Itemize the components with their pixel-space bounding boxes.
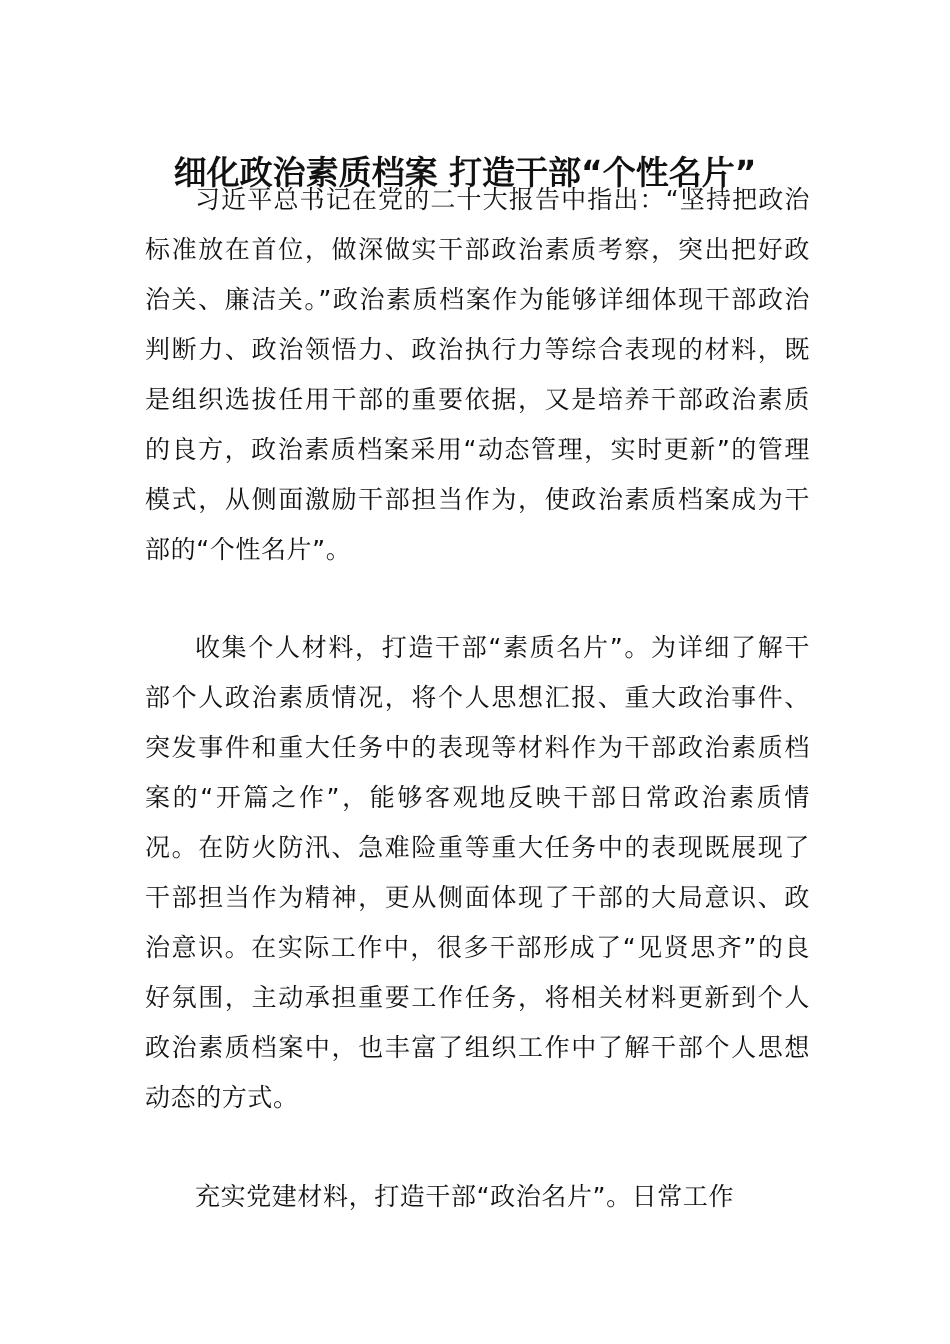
paragraph-intro: 习近平总书记在党的二十大报告中指出：“坚持把政治标准放在首位，做深做实干部政治素质考察，突出把好政治关、廉洁关。”政治素质档案作为能够详细体现干部政治判断力、政治领悟力、政治执行力等综合表现的材料，既是组织选拔任用干部的重要依据，又是培养干部政治素质的良方，政治素质档案采用“动态管理，实时更新”的管理模式，从侧面激励干部担当作为，使政治素质档案成为干部的“个性名片”。	[145, 185, 810, 564]
paragraph-political-card: 充实党建材料，打造干部“政治名片”。日常工作	[195, 1182, 735, 1211]
document-title: 细化政治素质档案 打造干部“个性名片”	[173, 153, 757, 193]
paragraph-quality-card: 收集个人材料，打造干部“素质名片”。为详细了解干部个人政治素质情况，将个人思想汇报、重大政治事件、突发事件和重大任务中的表现等材料作为干部政治素质档案的“开篇之作”，能够客观地反映干部日常政治素质情况。在防火防汛、急难险重等重大任务中的表现既展现了干部担当作为精神，更从侧面体现了干部的大局意识、政治意识。在实际工作中，很多干部形成了“见贤思齐”的良好氛围，主动承担重要工作任务，将相关材料更新到个人政治素质档案中，也丰富了组织工作中了解干部个人思想动态的方式。	[145, 633, 810, 1112]
